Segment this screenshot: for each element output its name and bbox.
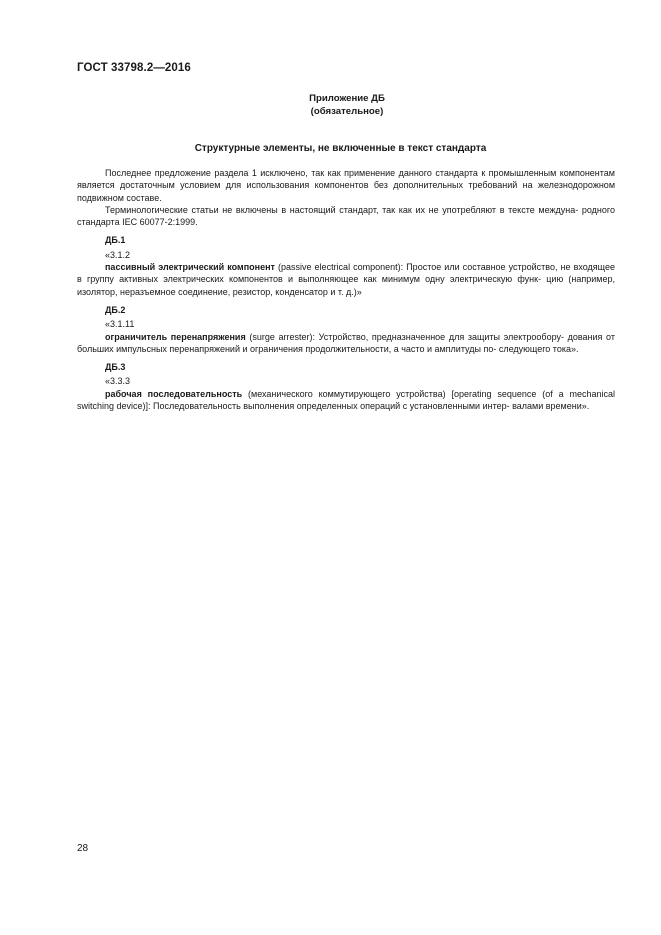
term-heading: ДБ.2 — [105, 304, 126, 315]
term-reference: «3.1.2 — [105, 249, 131, 260]
page-number: 28 — [77, 843, 89, 854]
annex-heading — [0, 92, 661, 118]
term-definition-text: (surge arrester): Устройство, предназначенное для защиты электрообору- дования от больших импульсных перенапряжений и ограничения продолжительности, а часто и амплитуды по- следующего тока». — [77, 331, 615, 354]
term-definition — [77, 388, 615, 413]
annex-title: Приложение ДБ — [309, 93, 385, 104]
term-heading: ДБ.3 — [105, 362, 126, 373]
standard-code: ГОСТ 33798.2—2016 — [77, 62, 191, 74]
paragraph: Терминологические статьи не включены в настоящий стандарт, так как их не употребляют в тексте междуна- родного стандарта IEC 60077-2:1999. — [77, 204, 615, 228]
body-text — [77, 167, 615, 412]
section-title: Структурные элементы, не включенные в текст стандарта — [194, 143, 487, 154]
paragraph: Последнее предложение раздела 1 исключено, так как применение данного стандарта к промышленным компонентам является достаточным условием для использования компонентов без дополнительных требований на железнодорожном подвижном составе. — [77, 168, 615, 203]
term-name: ограничитель перенапряжения — [105, 331, 246, 342]
term-reference: «3.3.3 — [105, 376, 131, 387]
annex-status: (обязательное) — [310, 106, 384, 117]
term-definition-text: (passive electrical component): Простое или составное устройство, не входящее в группу активных электрических компонентов и выполняющее как минимум одну электрическую функ- цию (например, изолятор, неразъемное соединение, резистор, конденсатор и т. д.)» — [77, 262, 615, 297]
term-definition — [77, 261, 615, 298]
term-heading: ДБ.1 — [105, 235, 126, 246]
term-name: рабочая последовательность — [105, 388, 243, 399]
term-reference: «3.1.11 — [105, 319, 135, 330]
term-definition-text: (механического коммутирующего устройства) [operating sequence (of a mechanical switching device)]: Последовательность выполнения определенных операций с установленными интер- валами времени». — [77, 388, 615, 412]
term-definition — [77, 331, 615, 356]
term-name: пассивный электрический компонент — [105, 262, 275, 273]
